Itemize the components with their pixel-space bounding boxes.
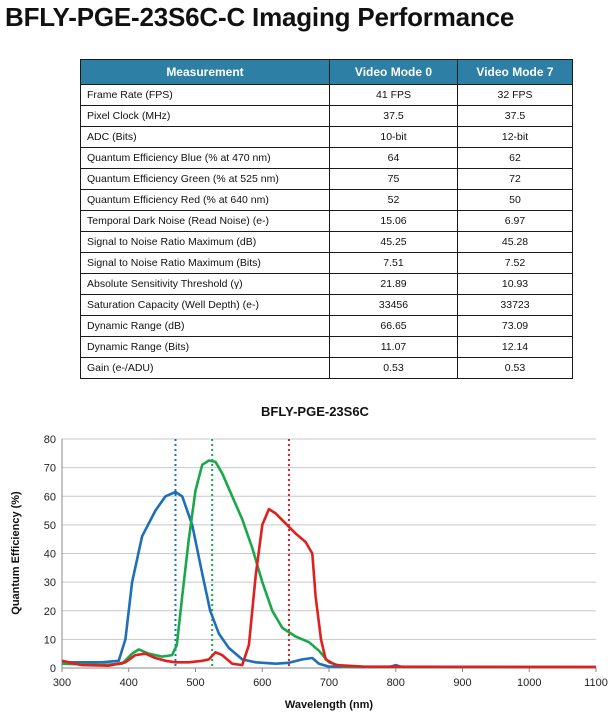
- video-mode-0-cell: 10-bit: [330, 127, 458, 148]
- x-axis-label: Wavelength (nm): [284, 699, 374, 711]
- video-mode-7-cell: 7.52: [458, 253, 573, 274]
- video-mode-0-cell: 0.53: [330, 358, 458, 379]
- table-row: [81, 274, 573, 295]
- measurement-cell: Quantum Efficiency Blue (% at 470 nm): [81, 148, 330, 169]
- video-mode-7-cell: 10.93: [458, 274, 573, 295]
- x-tick-label: 1000: [517, 677, 542, 689]
- x-axis-ticks: [53, 668, 608, 689]
- x-tick-label: 300: [52, 677, 72, 689]
- video-mode-0-cell: 21.89: [330, 274, 458, 295]
- series-line-red: [62, 509, 596, 667]
- measurement-cell: Pixel Clock (MHz): [81, 106, 330, 127]
- measurement-cell: Temporal Dark Noise (Read Noise) (e-): [81, 211, 330, 232]
- video-mode-7-cell: 12-bit: [458, 127, 573, 148]
- table-row: [81, 358, 573, 379]
- chart-title: BFLY-PGE-23S6C: [261, 404, 369, 419]
- video-mode-0-cell: 64: [330, 148, 458, 169]
- measurement-cell: Dynamic Range (dB): [81, 316, 330, 337]
- table-row: [81, 190, 573, 211]
- video-mode-7-cell: 12.14: [458, 337, 573, 358]
- x-tick-label: 700: [319, 677, 339, 689]
- table-row: [81, 253, 573, 274]
- y-axis-ticks: [44, 434, 56, 675]
- y-tick-label: 40: [43, 548, 56, 561]
- table-row: [81, 106, 573, 127]
- table-row: [81, 295, 573, 316]
- video-mode-7-cell: 37.5: [458, 106, 573, 127]
- table-row: [81, 337, 573, 358]
- video-mode-7-cell: 45.28: [458, 232, 573, 253]
- measurement-cell: Quantum Efficiency Green (% at 525 nm): [81, 169, 330, 190]
- video-mode-7-cell: 73.09: [458, 316, 573, 337]
- x-tick-label: 1100: [584, 677, 608, 689]
- video-mode-0-cell: 7.51: [330, 253, 458, 274]
- video-mode-0-cell: 66.65: [330, 316, 458, 337]
- measurement-cell: Absolute Sensitivity Threshold (γ): [81, 274, 330, 295]
- video-mode-0-cell: 11.07: [330, 337, 458, 358]
- x-tick-label: 900: [453, 677, 472, 689]
- video-mode-0-cell: 15.06: [330, 211, 458, 232]
- y-tick-label: 80: [43, 434, 56, 446]
- measurement-cell: Saturation Capacity (Well Depth) (e-): [81, 295, 330, 316]
- y-tick-label: 30: [43, 577, 56, 590]
- table-row: [81, 85, 573, 106]
- y-tick-label: 0: [49, 663, 56, 675]
- table-row: [81, 211, 573, 232]
- x-tick-label: 500: [186, 677, 205, 689]
- quantum-efficiency-chart: [0, 398, 612, 714]
- y-tick-label: 10: [43, 634, 56, 647]
- video-mode-7-cell: 6.97: [458, 211, 573, 232]
- measurement-cell: Signal to Noise Ratio Maximum (Bits): [81, 253, 330, 274]
- y-tick-label: 50: [43, 519, 56, 532]
- video-mode-0-cell: 41 FPS: [330, 85, 458, 106]
- video-mode-0-cell: 37.5: [330, 106, 458, 127]
- header-video-mode-7: Video Mode 7: [458, 60, 573, 85]
- y-tick-label: 70: [43, 462, 56, 475]
- y-tick-label: 20: [43, 605, 56, 618]
- video-mode-7-cell: 0.53: [458, 358, 573, 379]
- table-row: [81, 169, 573, 190]
- measurement-cell: ADC (Bits): [81, 127, 330, 148]
- page-title: BFLY-PGE-23S6C-C Imaging Performance: [5, 2, 515, 32]
- video-mode-0-cell: 75: [330, 169, 458, 190]
- x-tick-label: 800: [386, 677, 405, 689]
- series-line-blue: [62, 492, 596, 667]
- video-mode-0-cell: 45.25: [330, 232, 458, 253]
- y-tick-label: 60: [43, 491, 56, 504]
- chart-series: [62, 461, 596, 668]
- x-tick-label: 400: [119, 677, 138, 689]
- video-mode-0-cell: 33456: [330, 295, 458, 316]
- measurement-cell: Frame Rate (FPS): [81, 85, 330, 106]
- video-mode-7-cell: 62: [458, 148, 573, 169]
- table-row: [81, 127, 573, 148]
- header-measurement: Measurement: [81, 60, 330, 85]
- measurement-cell: Dynamic Range (Bits): [81, 337, 330, 358]
- imaging-performance-table: [80, 59, 573, 379]
- measurement-cell: Signal to Noise Ratio Maximum (dB): [81, 232, 330, 253]
- header-video-mode-0: Video Mode 0: [330, 60, 458, 85]
- video-mode-7-cell: 33723: [458, 295, 573, 316]
- y-axis-label: Quantum Efficiency (%): [10, 491, 22, 615]
- x-tick-label: 600: [253, 677, 272, 689]
- table-row: [81, 316, 573, 337]
- table-row: [81, 232, 573, 253]
- video-mode-7-cell: 72: [458, 169, 573, 190]
- video-mode-7-cell: 32 FPS: [458, 85, 573, 106]
- video-mode-7-cell: 50: [458, 190, 573, 211]
- measurement-cell: Quantum Efficiency Red (% at 640 nm): [81, 190, 330, 211]
- chart-grid: [62, 439, 596, 668]
- video-mode-0-cell: 52: [330, 190, 458, 211]
- table-header-row: [81, 60, 573, 85]
- series-line-green: [62, 461, 596, 668]
- table-row: [81, 148, 573, 169]
- measurement-cell: Gain (e-/ADU): [81, 358, 330, 379]
